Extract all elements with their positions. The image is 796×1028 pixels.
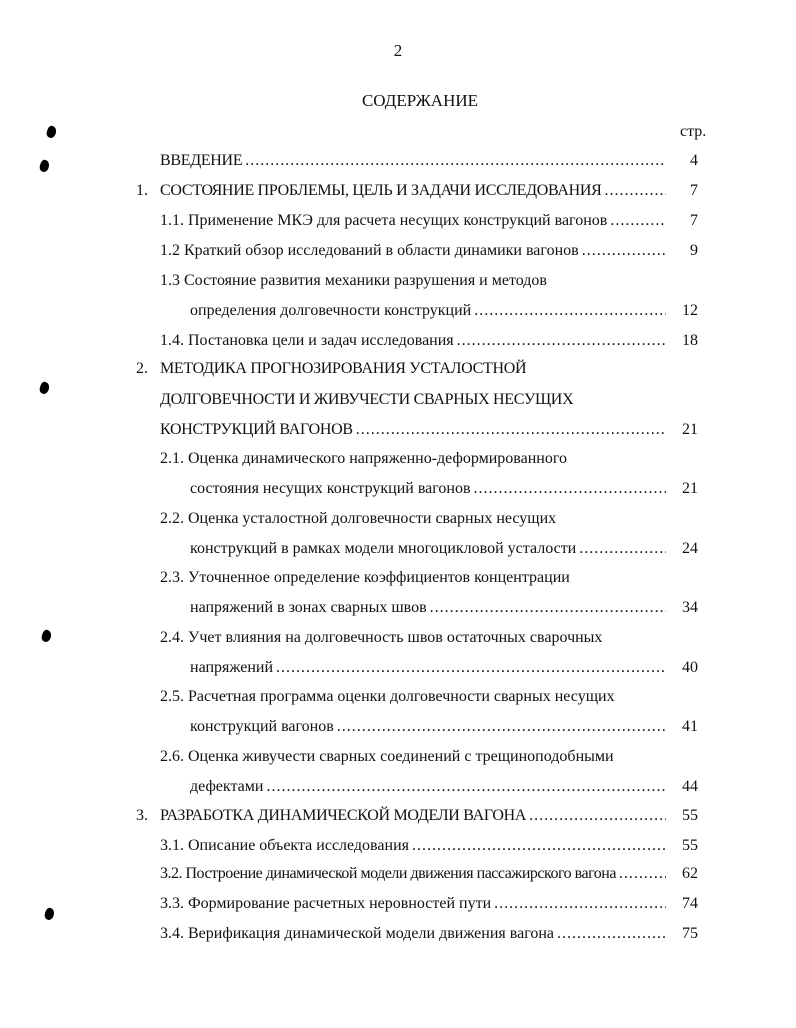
toc-entry-text: 1.1. Применение МКЭ для расчета несущих конструкций вагонов xyxy=(160,212,608,229)
toc-entry-line xyxy=(160,180,666,202)
toc-entry-text: 3.3. Формирование расчетных неровностей пути xyxy=(160,895,492,912)
toc-page-number: 75 xyxy=(682,925,698,942)
toc-entry-line xyxy=(190,597,666,619)
page-column-label: стр. xyxy=(680,123,707,140)
page-number: 2 xyxy=(393,41,403,60)
toc-entry-text: 2.1. Оценка динамического напряженно-деформированного xyxy=(160,450,567,467)
toc-entry-text: дефектами xyxy=(190,778,264,795)
toc-page-number: 12 xyxy=(682,302,698,319)
toc-leader-dots xyxy=(337,716,666,738)
toc-entry-text: ВВЕДЕНИЕ xyxy=(160,152,243,169)
toc-page-number: 9 xyxy=(690,242,698,259)
toc-leader-dots xyxy=(494,893,666,915)
toc-entry-line xyxy=(190,538,666,560)
toc-leader-dots xyxy=(619,863,666,885)
toc-entry-text: напряжений xyxy=(190,659,274,676)
toc-leader-dots xyxy=(557,923,666,945)
toc-entry-line xyxy=(160,389,573,411)
toc-page-number: 18 xyxy=(682,332,698,349)
toc-page-number: 24 xyxy=(682,540,698,557)
scan-speck xyxy=(43,907,56,921)
toc-section-number: 3. xyxy=(136,807,148,824)
toc-leader-dots xyxy=(266,776,666,798)
toc-entry-text: СОСТОЯНИЕ ПРОБЛЕМЫ, ЦЕЛЬ И ЗАДАЧИ ИССЛЕДОВАНИЯ xyxy=(160,182,602,199)
toc-entry-text: ДОЛГОВЕЧНОСТИ И ЖИВУЧЕСТИ СВАРНЫХ НЕСУЩИХ xyxy=(160,391,574,408)
toc-entry-line xyxy=(160,448,567,470)
toc-leader-dots xyxy=(430,597,666,619)
toc-entry-line xyxy=(160,627,602,649)
toc-entry-text: 3.1. Описание объекта исследования xyxy=(160,837,409,854)
toc-entry-line xyxy=(190,478,666,500)
toc-entry-text: 3.4. Верификация динамической модели движения вагона xyxy=(160,925,555,942)
toc-entry-line xyxy=(160,330,666,352)
toc-leader-dots xyxy=(474,300,666,322)
toc-entry-text: 2.4. Учет влияния на долговечность швов остаточных сварочных xyxy=(160,629,603,646)
toc-leader-dots xyxy=(474,478,666,500)
scan-speck xyxy=(38,381,51,395)
toc-entry-line xyxy=(160,358,526,380)
toc-entry-line xyxy=(160,893,666,915)
toc-entry-line xyxy=(190,776,666,798)
scan-speck xyxy=(45,125,58,139)
toc-entry-line xyxy=(160,835,666,857)
toc-section-number: 2. xyxy=(136,360,148,377)
toc-leader-dots xyxy=(529,805,666,827)
page-title: СОДЕРЖАНИЕ xyxy=(361,91,479,110)
toc-entry-text: напряжений в зонах сварных швов xyxy=(190,599,427,616)
toc-entry-text: 2.3. Уточненное определение коэффициентов концентрации xyxy=(160,569,570,586)
toc-entry-text: МЕТОДИКА ПРОГНОЗИРОВАНИЯ УСТАЛОСТНОЙ xyxy=(160,360,527,377)
toc-entry-text: 2.2. Оценка усталостной долговечности сварных несущих xyxy=(160,510,557,527)
toc-page-number: 21 xyxy=(682,421,698,438)
toc-entry-text: конструкций в рамках модели многоцикловой усталости xyxy=(190,540,577,557)
toc-page-number: 21 xyxy=(682,480,698,497)
toc-entry-line xyxy=(160,508,556,530)
toc-entry-text: 2.5. Расчетная программа оценки долговечности сварных несущих xyxy=(160,688,615,705)
toc-leader-dots xyxy=(412,835,666,857)
toc-entry-line xyxy=(190,657,666,679)
scan-speck xyxy=(40,629,53,643)
toc-page-number: 44 xyxy=(682,778,698,795)
toc-page-number: 55 xyxy=(682,807,698,824)
toc-entry-line xyxy=(160,923,666,945)
toc-entry-text: 1.4. Постановка цели и задач исследования xyxy=(160,332,454,349)
toc-entry-line xyxy=(190,716,666,738)
scan-speck xyxy=(38,159,51,173)
toc-leader-dots xyxy=(604,180,666,202)
toc-entry-line xyxy=(160,805,666,827)
toc-entry-line xyxy=(160,210,666,232)
toc-page-number: 7 xyxy=(690,182,698,199)
toc-entry-text: 1.2 Краткий обзор исследований в области динамики вагонов xyxy=(160,242,579,259)
toc-entry-text: РАЗРАБОТКА ДИНАМИЧЕСКОЙ МОДЕЛИ ВАГОНА xyxy=(160,807,527,824)
toc-leader-dots xyxy=(356,419,666,441)
toc-entry-text: конструкций вагонов xyxy=(190,718,334,735)
toc-section-number: 1. xyxy=(136,182,148,199)
toc-leader-dots xyxy=(579,538,666,560)
toc-leader-dots xyxy=(457,330,666,352)
toc-entry-line xyxy=(160,150,666,172)
toc-entry-line xyxy=(160,746,614,768)
toc-page-number: 7 xyxy=(690,212,698,229)
toc-entry-text: 2.6. Оценка живучести сварных соединений с трещиноподобными xyxy=(160,748,614,765)
toc-leader-dots xyxy=(610,210,666,232)
toc-entry-line xyxy=(160,270,547,292)
toc-entry-line xyxy=(160,240,666,262)
toc-entry-line xyxy=(160,419,666,441)
toc-entry-text: определения долговечности конструкций xyxy=(190,302,472,319)
toc-page-number: 62 xyxy=(682,865,698,882)
toc-page-number: 41 xyxy=(682,718,698,735)
toc-page-number: 4 xyxy=(690,152,698,169)
toc-page-number: 74 xyxy=(682,895,698,912)
toc-page-number: 55 xyxy=(682,837,698,854)
toc-page-number: 40 xyxy=(682,659,698,676)
toc-page-number: 34 xyxy=(682,599,698,616)
toc-leader-dots xyxy=(276,657,666,679)
toc-entry-text: 1.3 Состояние развития механики разрушения и методов xyxy=(160,272,547,289)
toc-leader-dots xyxy=(245,150,666,172)
toc-entry-line xyxy=(160,567,570,589)
toc-entry-text: 3.2. Построение динамической модели движения пассажирского вагона xyxy=(160,865,616,882)
toc-entry-text: КОНСТРУКЦИЙ ВАГОНОВ xyxy=(160,421,353,438)
toc-entry-text: состояния несущих конструкций вагонов xyxy=(190,480,471,497)
toc-entry-line xyxy=(160,863,666,885)
toc-leader-dots xyxy=(582,240,666,262)
toc-entry-line xyxy=(190,300,666,322)
toc-entry-line xyxy=(160,686,615,708)
